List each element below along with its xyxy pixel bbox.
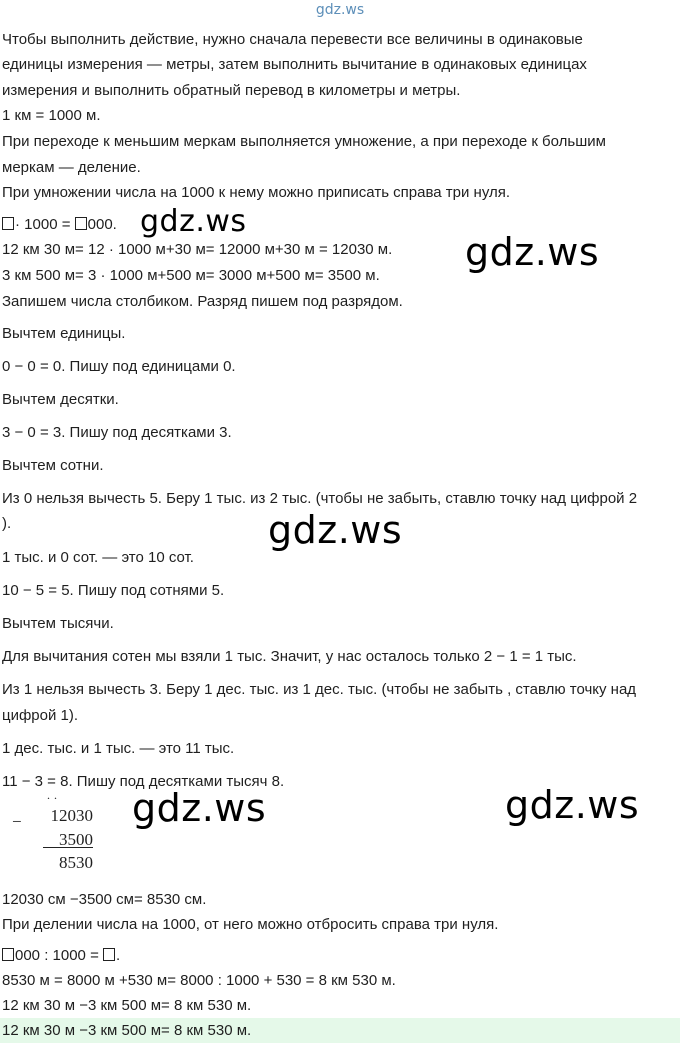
text-line: 12030 см −3500 см= 8530 см. [2, 891, 207, 908]
watermark: gdz.ws [132, 786, 267, 830]
watermark: gdz.ws [505, 783, 640, 827]
text-line: 0 − 0 = 0. Пишу под единицами 0. [2, 358, 236, 375]
text-line: Чтобы выполнить действие, нужно сначала перевести все величины в одинаковые [2, 31, 583, 48]
text-line: При переходе к меньшим меркам выполняется умножение, а при переходе к большим [2, 133, 606, 150]
column-subtraction [0, 788, 110, 876]
text-line: 12 км 30 м= 12 · 1000 м+30 м= 12000 м+30 м = 12030 м. [2, 241, 393, 258]
answer-highlight [0, 1018, 680, 1043]
text-line: Для вычитания сотен мы взяли 1 тыс. Значит, у нас осталось только 2 − 1 = 1 тыс. [2, 648, 577, 665]
text-line: 10 − 5 = 5. Пишу под сотнями 5. [2, 582, 225, 599]
site-header-link[interactable]: gdz.ws [315, 2, 365, 18]
borrow-dots: .. [47, 788, 61, 802]
watermark: gdz.ws [140, 204, 247, 239]
text-line: 3 км 500 м= 3 · 1000 м+500 м= 3000 м+500 м= 3500 м. [2, 267, 380, 284]
text-line: 12 км 30 м −3 км 500 м= 8 км 530 м. [2, 997, 252, 1014]
answer-text: 12 км 30 м −3 км 500 м= 8 км 530 м. [2, 1022, 252, 1039]
text-line: меркам — деление. [2, 159, 141, 176]
text-line: единицы измерения — метры, затем выполнить вычитание в одинаковых единицах [2, 56, 587, 73]
formula-line: 000 : 1000 = . [0, 943, 120, 968]
placeholder-box-icon [2, 948, 14, 961]
text-line: Запишем числа столбиком. Разряд пишем под разрядом. [2, 293, 403, 310]
text-line: 1 тыс. и 0 сот. — это 10 сот. [2, 549, 194, 566]
text-line: При делении числа на 1000, от него можно отбросить справа три нуля. [2, 916, 499, 933]
text-line: 8530 м = 8000 м +530 м= 8000 : 1000 + 530 = 8 км 530 м. [2, 972, 396, 989]
text-line: Вычтем десятки. [2, 391, 119, 408]
formula-line: · 1000 = 000. [0, 212, 117, 237]
text-line: При умножении числа на 1000 к нему можно приписать справа три нуля. [2, 184, 511, 201]
placeholder-box-icon [2, 217, 14, 230]
text-line: измерения и выполнить обратный перевод в километры и метры. [2, 82, 461, 99]
text-line: 3 − 0 = 3. Пишу под десятками 3. [2, 424, 232, 441]
text-line: Из 1 нельзя вычесть 3. Беру 1 дес. тыс. из 1 дес. тыс. (чтобы не забыть , ставлю точку над [2, 681, 637, 698]
subtrahend: 3500 [59, 830, 93, 849]
text-line: Вычтем тысячи. [2, 615, 114, 632]
difference: 8530 [59, 853, 93, 872]
minuend: 12030 [50, 806, 93, 825]
text-line: цифрой 1). [2, 707, 79, 724]
watermark: gdz.ws [465, 230, 600, 274]
text-line: Вычтем сотни. [2, 457, 104, 474]
minus-sign: − [12, 812, 22, 831]
text-line: ). [2, 515, 12, 532]
text-line: Вычтем единицы. [2, 325, 126, 342]
watermark: gdz.ws [268, 508, 403, 552]
text-line: 1 км = 1000 м. [2, 107, 101, 124]
text-line: 1 дес. тыс. и 1 тыс. — это 11 тыс. [2, 740, 235, 757]
placeholder-box-icon [103, 948, 115, 961]
text-line: 11 − 3 = 8. Пишу под десятками тысяч 8. [2, 773, 285, 790]
text-line: Из 0 нельзя вычесть 5. Беру 1 тыс. из 2 тыс. (чтобы не забыть, ставлю точку над цифрой 2 [2, 490, 638, 507]
sum-line [43, 847, 93, 848]
placeholder-box-icon [75, 217, 87, 230]
